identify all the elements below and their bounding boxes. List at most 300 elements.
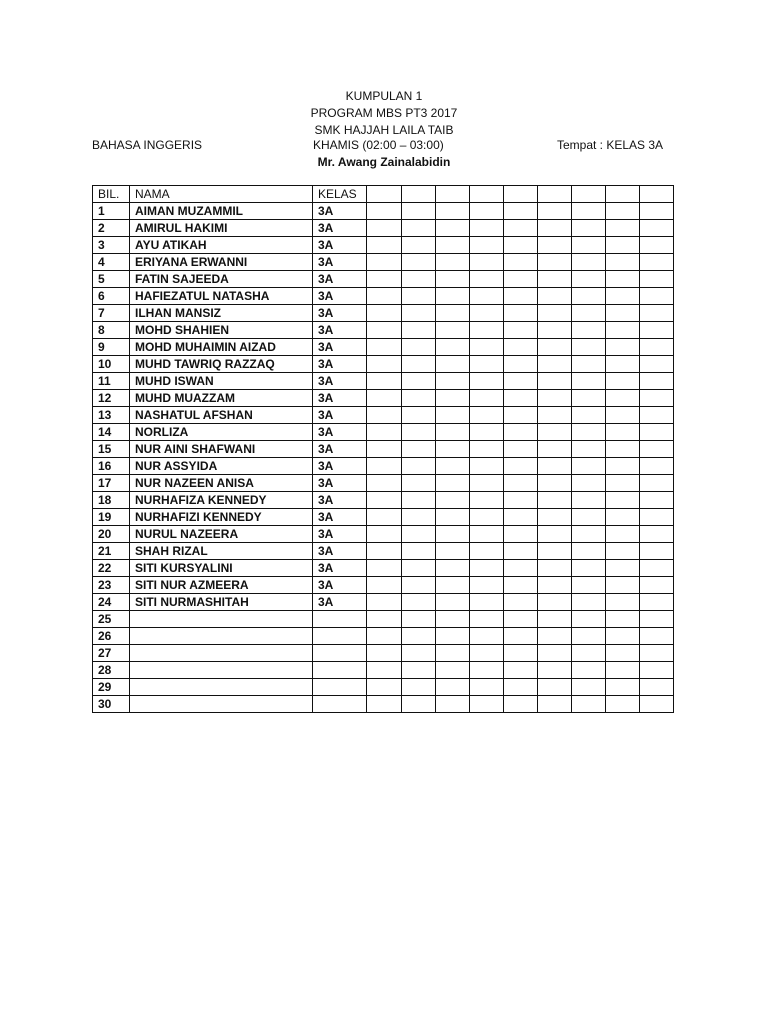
attendance-cell [504,305,538,322]
attendance-cell [367,407,402,424]
attendance-cell [402,645,436,662]
student-name: SITI KURSYALINI [130,560,313,577]
attendance-cell [436,305,470,322]
student-class: 3A [313,441,367,458]
attendance-cell [640,322,674,339]
student-name: NURUL NAZEERA [130,526,313,543]
program-title: PROGRAM MBS PT3 2017 [310,106,458,120]
attendance-cell [436,424,470,441]
attendance-cell [436,390,470,407]
attendance-cell [606,322,640,339]
attendance-cell [572,288,606,305]
attendance-cell [640,237,674,254]
student-class [313,679,367,696]
attendance-cell [572,509,606,526]
attendance-cell [538,305,572,322]
attendance-cell [470,509,504,526]
attendance-cell [504,543,538,560]
attendance-cell [470,475,504,492]
attendance-cell [572,322,606,339]
attendance-cell [572,679,606,696]
attendance-cell [402,237,436,254]
attendance-column-header [402,186,436,203]
attendance-cell [606,696,640,713]
table-row [93,526,674,543]
table-header-row [93,186,674,203]
student-name: NUR ASSYIDA [130,458,313,475]
attendance-cell [436,628,470,645]
attendance-cell [470,458,504,475]
row-number: 15 [93,441,130,458]
student-name [130,662,313,679]
attendance-cell [606,543,640,560]
attendance-cell [402,662,436,679]
attendance-cell [538,509,572,526]
attendance-cell [436,441,470,458]
student-class: 3A [313,475,367,492]
attendance-cell [572,254,606,271]
attendance-cell [538,645,572,662]
attendance-cell [640,594,674,611]
attendance-cell [640,679,674,696]
attendance-cell [640,560,674,577]
attendance-cell [436,492,470,509]
attendance-cell [470,373,504,390]
attendance-cell [402,594,436,611]
student-class: 3A [313,594,367,611]
attendance-column-header [367,186,402,203]
attendance-cell [402,322,436,339]
table-row [93,543,674,560]
attendance-cell [470,628,504,645]
venue-label: Tempat : KELAS 3A [557,138,664,152]
attendance-cell [572,203,606,220]
attendance-cell [640,288,674,305]
row-number: 27 [93,645,130,662]
attendance-cell [436,543,470,560]
row-number: 18 [93,492,130,509]
attendance-cell [640,611,674,628]
attendance-cell [538,441,572,458]
attendance-cell [470,203,504,220]
student-class: 3A [313,560,367,577]
attendance-cell [504,288,538,305]
attendance-cell [504,628,538,645]
attendance-cell [538,594,572,611]
attendance-cell [504,645,538,662]
attendance-cell [436,237,470,254]
attendance-cell [470,288,504,305]
attendance-cell [402,254,436,271]
attendance-cell [640,543,674,560]
attendance-cell [572,475,606,492]
attendance-cell [572,237,606,254]
table-row [93,662,674,679]
student-name [130,696,313,713]
attendance-cell [606,628,640,645]
student-class: 3A [313,254,367,271]
attendance-cell [436,645,470,662]
table-row [93,577,674,594]
attendance-cell [572,390,606,407]
attendance-cell [504,611,538,628]
table-row [93,492,674,509]
attendance-cell [367,322,402,339]
attendance-cell [572,611,606,628]
attendance-cell [470,356,504,373]
row-number: 26 [93,628,130,645]
student-name: NURHAFIZA KENNEDY [130,492,313,509]
student-name: MOHD SHAHIEN [130,322,313,339]
attendance-cell [470,645,504,662]
student-name: NUR AINI SHAFWANI [130,441,313,458]
attendance-cell [538,475,572,492]
student-name: SITI NURMASHITAH [130,594,313,611]
attendance-cell [606,356,640,373]
attendance-cell [504,509,538,526]
attendance-cell [367,339,402,356]
attendance-cell [640,424,674,441]
column-header-bil: BIL. [93,186,130,203]
row-number: 6 [93,288,130,305]
attendance-cell [538,254,572,271]
attendance-cell [436,696,470,713]
student-class: 3A [313,373,367,390]
attendance-cell [402,203,436,220]
attendance-column-header [470,186,504,203]
table-row [93,645,674,662]
attendance-cell [640,220,674,237]
attendance-cell [538,526,572,543]
attendance-cell [436,407,470,424]
attendance-cell [538,679,572,696]
attendance-cell [470,271,504,288]
attendance-column-header [538,186,572,203]
attendance-cell [606,679,640,696]
attendance-cell [367,662,402,679]
attendance-cell [640,339,674,356]
school-name: SMK HAJJAH LAILA TAIB [314,123,454,137]
attendance-cell [367,696,402,713]
student-class: 3A [313,322,367,339]
attendance-cell [640,645,674,662]
table-row [93,390,674,407]
student-name: MUHD TAWRIQ RAZZAQ [130,356,313,373]
attendance-cell [572,356,606,373]
attendance-cell [436,203,470,220]
schedule-label: KHAMIS (02:00 – 03:00) [313,138,444,152]
student-class: 3A [313,492,367,509]
attendance-cell [572,577,606,594]
attendance-cell [402,611,436,628]
attendance-cell [504,203,538,220]
attendance-cell [470,543,504,560]
attendance-cell [367,645,402,662]
attendance-cell [402,526,436,543]
student-class: 3A [313,288,367,305]
student-name: NURHAFIZI KENNEDY [130,509,313,526]
teacher-name: Mr. Awang Zainalabidin [317,155,451,169]
attendance-cell [572,543,606,560]
attendance-cell [367,424,402,441]
attendance-cell [538,424,572,441]
attendance-cell [504,441,538,458]
attendance-cell [470,560,504,577]
attendance-cell [538,628,572,645]
table-row [93,237,674,254]
attendance-cell [504,492,538,509]
attendance-cell [538,560,572,577]
attendance-cell [640,356,674,373]
table-row [93,288,674,305]
table-row [93,628,674,645]
student-class: 3A [313,220,367,237]
student-name: NUR NAZEEN ANISA [130,475,313,492]
row-number: 13 [93,407,130,424]
student-name: NASHATUL AFSHAN [130,407,313,424]
attendance-cell [367,271,402,288]
attendance-cell [538,611,572,628]
attendance-cell [470,679,504,696]
attendance-cell [538,271,572,288]
attendance-cell [367,390,402,407]
attendance-cell [402,220,436,237]
attendance-cell [367,543,402,560]
attendance-cell [640,577,674,594]
table-row [93,220,674,237]
student-class [313,645,367,662]
student-name [130,679,313,696]
row-number: 16 [93,458,130,475]
row-number: 17 [93,475,130,492]
attendance-cell [572,645,606,662]
attendance-cell [538,288,572,305]
table-row [93,611,674,628]
student-name: MUHD ISWAN [130,373,313,390]
attendance-cell [367,441,402,458]
row-number: 25 [93,611,130,628]
attendance-cell [572,492,606,509]
student-name: HAFIEZATUL NATASHA [130,288,313,305]
attendance-cell [606,594,640,611]
attendance-cell [606,509,640,526]
attendance-cell [606,254,640,271]
table-row [93,339,674,356]
student-name: ILHAN MANSIZ [130,305,313,322]
attendance-cell [402,696,436,713]
attendance-cell [504,339,538,356]
student-class: 3A [313,390,367,407]
attendance-cell [470,492,504,509]
attendance-cell [538,458,572,475]
attendance-cell [470,424,504,441]
attendance-cell [640,407,674,424]
attendance-cell [538,662,572,679]
attendance-cell [470,220,504,237]
table-row [93,322,674,339]
attendance-cell [640,696,674,713]
attendance-column-header [436,186,470,203]
student-name: NORLIZA [130,424,313,441]
row-number: 7 [93,305,130,322]
attendance-cell [538,577,572,594]
row-number: 23 [93,577,130,594]
attendance-cell [572,696,606,713]
attendance-cell [606,220,640,237]
attendance-cell [402,458,436,475]
attendance-cell [504,679,538,696]
attendance-cell [367,254,402,271]
attendance-cell [402,475,436,492]
attendance-cell [640,526,674,543]
table-row [93,271,674,288]
attendance-cell [402,356,436,373]
student-class: 3A [313,203,367,220]
attendance-cell [572,526,606,543]
attendance-cell [504,696,538,713]
attendance-cell [640,305,674,322]
attendance-cell [367,509,402,526]
attendance-cell [504,220,538,237]
row-number: 11 [93,373,130,390]
attendance-cell [436,254,470,271]
table-row [93,203,674,220]
table-row [93,560,674,577]
attendance-cell [436,322,470,339]
attendance-cell [367,577,402,594]
table-row [93,407,674,424]
attendance-cell [367,560,402,577]
attendance-cell [470,441,504,458]
attendance-column-header [640,186,674,203]
student-name: MOHD MUHAIMIN AIZAD [130,339,313,356]
attendance-cell [470,577,504,594]
student-name: MUHD MUAZZAM [130,390,313,407]
attendance-cell [606,424,640,441]
attendance-cell [436,509,470,526]
attendance-cell [640,373,674,390]
attendance-cell [436,288,470,305]
attendance-cell [367,356,402,373]
attendance-cell [504,271,538,288]
row-number: 8 [93,322,130,339]
row-number: 21 [93,543,130,560]
row-number: 22 [93,560,130,577]
attendance-cell [640,458,674,475]
table-row [93,424,674,441]
attendance-cell [367,611,402,628]
attendance-cell [572,424,606,441]
group-title: KUMPULAN 1 [345,89,423,103]
student-class: 3A [313,424,367,441]
attendance-cell [504,458,538,475]
attendance-cell [436,271,470,288]
attendance-cell [572,662,606,679]
attendance-cell [606,526,640,543]
table-row [93,509,674,526]
attendance-cell [470,339,504,356]
student-name [130,645,313,662]
attendance-cell [572,220,606,237]
student-class: 3A [313,305,367,322]
attendance-cell [572,373,606,390]
row-number: 2 [93,220,130,237]
row-number: 30 [93,696,130,713]
attendance-cell [436,679,470,696]
attendance-cell [367,679,402,696]
attendance-cell [606,305,640,322]
attendance-cell [436,339,470,356]
attendance-cell [402,390,436,407]
attendance-cell [470,237,504,254]
table-row [93,254,674,271]
attendance-cell [402,305,436,322]
attendance-cell [606,339,640,356]
row-number: 3 [93,237,130,254]
attendance-cell [470,254,504,271]
attendance-cell [402,560,436,577]
attendance-cell [606,458,640,475]
student-class [313,628,367,645]
attendance-cell [367,305,402,322]
table-row [93,458,674,475]
attendance-cell [470,322,504,339]
attendance-cell [538,339,572,356]
attendance-cell [402,339,436,356]
attendance-cell [402,373,436,390]
attendance-cell [572,458,606,475]
attendance-cell [367,203,402,220]
attendance-cell [504,390,538,407]
attendance-cell [436,475,470,492]
student-class: 3A [313,543,367,560]
attendance-cell [504,322,538,339]
attendance-cell [367,526,402,543]
student-class: 3A [313,526,367,543]
attendance-cell [504,356,538,373]
attendance-cell [367,373,402,390]
table-row [93,594,674,611]
attendance-cell [367,594,402,611]
attendance-cell [640,390,674,407]
student-name: AYU ATIKAH [130,237,313,254]
attendance-cell [402,424,436,441]
attendance-cell [436,526,470,543]
attendance-cell [640,203,674,220]
student-class: 3A [313,271,367,288]
attendance-cell [504,254,538,271]
student-class: 3A [313,458,367,475]
attendance-cell [606,373,640,390]
subject-label: BAHASA INGGERIS [92,138,203,152]
student-class: 3A [313,339,367,356]
attendance-cell [504,424,538,441]
row-number: 4 [93,254,130,271]
student-class [313,696,367,713]
attendance-cell [436,373,470,390]
attendance-cell [606,271,640,288]
row-number: 5 [93,271,130,288]
attendance-cell [538,220,572,237]
attendance-cell [436,594,470,611]
attendance-cell [640,492,674,509]
attendance-cell [402,543,436,560]
attendance-cell [606,492,640,509]
attendance-cell [367,237,402,254]
student-name: FATIN SAJEEDA [130,271,313,288]
column-header-kelas: KELAS [313,186,367,203]
attendance-cell [538,322,572,339]
